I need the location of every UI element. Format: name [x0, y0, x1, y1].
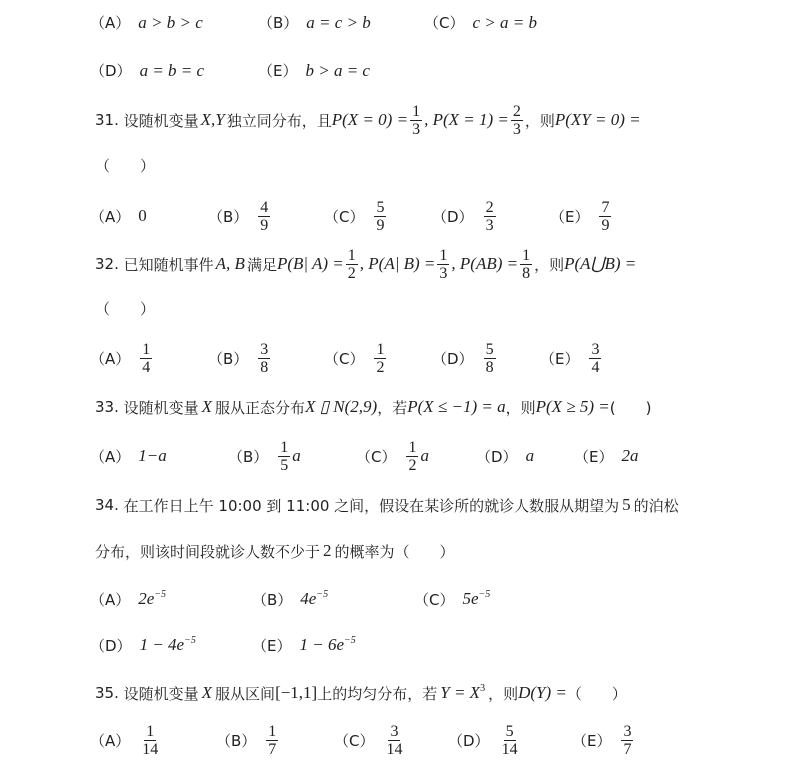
- fraction: $\frac{5}{14}$: [501, 722, 518, 758]
- option-math: 2a: [621, 446, 639, 465]
- option-label: （D）: [448, 731, 490, 750]
- q35-option-e: [572, 718, 635, 762]
- fraction: $\frac{3}{14}$: [386, 722, 403, 758]
- stem-math: $Y = X^3$: [440, 683, 486, 702]
- stem-math: P(XY = 0) =: [554, 110, 641, 129]
- stem-text: ，则: [505, 398, 536, 417]
- q33-option-c: [356, 436, 429, 476]
- option-label: （C）: [334, 731, 375, 750]
- q32-option-a: [90, 338, 154, 378]
- q34-option-c: [414, 584, 490, 614]
- option-label: （B）: [208, 207, 249, 226]
- q34-stem-line1: [95, 490, 679, 520]
- fraction: $\frac{1}{8}$: [522, 246, 531, 282]
- stem-text: ，则: [488, 684, 519, 703]
- q33-option-d: [476, 436, 534, 476]
- stem-math: 2: [323, 541, 332, 560]
- q33-stem: [95, 392, 652, 422]
- q32-option-c: [324, 338, 388, 378]
- stem-math: , P(X = 1) =: [424, 110, 509, 129]
- option-label: （D）: [90, 62, 132, 80]
- stem-math: X ▯ N(2,9): [305, 397, 378, 416]
- question-number: 35.: [95, 684, 119, 702]
- q30-option-b: [258, 12, 371, 33]
- stem-math: P(X ≤ −1) = a: [407, 397, 506, 416]
- stem-math: P(B| A) =: [276, 254, 344, 273]
- option-math: c > a = b: [472, 12, 537, 32]
- stem-text: 设随机变量: [123, 684, 199, 703]
- q35-option-b: [216, 718, 280, 762]
- q31-option-b: [208, 196, 272, 236]
- q32-option-d: [432, 338, 498, 378]
- option-math: $4e^{-5}$: [300, 589, 329, 608]
- fraction: $\frac{1}{7}$: [268, 722, 277, 758]
- stem-math: 5: [622, 495, 631, 514]
- option-label: （E）: [550, 207, 590, 226]
- option-label: （B）: [216, 731, 257, 750]
- option-math: $1 - 6e^{-5}$: [299, 635, 356, 654]
- q31-option-c: [324, 196, 388, 236]
- question-number: 31.: [95, 111, 119, 129]
- q34-option-e: [252, 630, 356, 660]
- option-label: （C）: [424, 14, 465, 32]
- option-label: （C）: [356, 447, 397, 466]
- stem-math: X,Y: [200, 110, 225, 129]
- option-label: （C）: [414, 590, 455, 609]
- q34-option-d: [90, 630, 196, 660]
- option-label: （B）: [228, 447, 269, 466]
- option-math: a: [525, 446, 535, 465]
- q35-option-c: [334, 718, 406, 762]
- fraction: $\frac{3}{7}$: [623, 722, 632, 758]
- option-label: （B）: [208, 349, 249, 368]
- fraction: $\frac{1}{5}$: [280, 438, 289, 474]
- answer-blank: （ ）: [95, 157, 156, 175]
- stem-math: P(X = 0) =: [331, 110, 409, 129]
- q31-stem: [95, 100, 641, 140]
- fraction: $\frac{1}{3}$: [439, 246, 448, 282]
- stem-math: [−1,1]: [275, 683, 318, 702]
- option-math: a = b = c: [139, 60, 205, 80]
- fraction: $\frac{5}{9}$: [376, 198, 385, 234]
- option-math: 1−a: [138, 446, 167, 465]
- q34-option-a: [90, 584, 166, 614]
- fraction: $\frac{1}{14}$: [142, 722, 159, 758]
- fraction: $\frac{7}{9}$: [601, 198, 610, 234]
- stem-text: 满足: [246, 255, 277, 274]
- option-math: 0: [138, 206, 147, 225]
- fraction: $\frac{3}{4}$: [591, 340, 600, 376]
- q30-option-a: [90, 12, 203, 33]
- question-number: 34.: [95, 496, 119, 514]
- q33-option-b: [228, 436, 301, 476]
- stem-text: ，则: [524, 111, 555, 130]
- option-math: a > b > c: [138, 12, 203, 32]
- question-number: 33.: [95, 398, 119, 416]
- q35-option-a: [90, 718, 162, 762]
- option-label: （A）: [90, 14, 131, 32]
- q31-option-e: [550, 196, 613, 236]
- option-label: （C）: [324, 207, 365, 226]
- stem-text: 已知随机事件: [123, 255, 214, 274]
- option-math: $2e^{-5}$: [138, 589, 167, 608]
- option-label: （A）: [90, 349, 131, 368]
- option-math: a: [420, 446, 429, 465]
- option-math: $1 - 4e^{-5}$: [139, 635, 196, 654]
- q35-option-d: [448, 718, 522, 762]
- q32-option-b: [208, 338, 272, 378]
- option-label: （A）: [90, 207, 131, 226]
- option-label: （D）: [432, 207, 474, 226]
- stem-math: A, B: [215, 254, 245, 273]
- stem-text: 独立同分布，且: [226, 111, 332, 130]
- q31-option-d: [432, 196, 498, 236]
- stem-math: X: [201, 397, 213, 416]
- option-label: （D）: [90, 636, 132, 655]
- q30-option-c: [424, 12, 537, 33]
- stem-text: 分布，则该时间段就诊人数不少于: [95, 542, 321, 561]
- option-label: （A）: [90, 731, 131, 750]
- q32-stem: [95, 244, 636, 284]
- q34-option-b: [252, 584, 328, 614]
- option-label: （B）: [252, 590, 293, 609]
- option-label: （E）: [258, 62, 298, 80]
- stem-text: 的泊松: [633, 496, 679, 515]
- stem-text: 的概率为（ ）: [334, 542, 455, 561]
- option-label: （E）: [540, 349, 580, 368]
- option-math: a: [292, 446, 301, 465]
- stem-math: , P(AB) =: [451, 254, 519, 273]
- stem-text: 服从区间: [215, 684, 276, 703]
- q35-stem: [95, 678, 627, 708]
- question-number: 32.: [95, 255, 119, 273]
- option-label: （C）: [324, 349, 365, 368]
- q31-option-a: [90, 196, 147, 236]
- fraction: $\frac{1}{2}$: [408, 438, 417, 474]
- stem-math: P(A⋃B) =: [564, 254, 637, 273]
- option-label: （D）: [432, 349, 474, 368]
- q30-option-d: [90, 60, 204, 81]
- stem-math: , P(A| B) =: [359, 254, 436, 273]
- stem-text: 设随机变量: [123, 398, 199, 417]
- fraction: $\frac{1}{4}$: [142, 340, 151, 376]
- option-label: （E）: [574, 447, 614, 466]
- stem-text: 服从正态分布: [215, 398, 306, 417]
- option-math: a = c > b: [306, 12, 371, 32]
- q33-option-e: [574, 436, 638, 476]
- option-label: （B）: [258, 14, 299, 32]
- q33-option-a: [90, 436, 167, 476]
- answer-blank: ( ): [609, 398, 652, 417]
- option-label: （A）: [90, 447, 131, 466]
- q30-option-e: [258, 60, 370, 81]
- fraction: $\frac{1}{2}$: [347, 246, 356, 282]
- stem-math: X: [201, 683, 213, 702]
- answer-blank: （ ）: [566, 684, 627, 703]
- stem-math: P(X ≥ 5) =: [535, 397, 610, 416]
- stem-text: 设随机变量: [123, 111, 199, 130]
- stem-text: ，若: [377, 398, 408, 417]
- stem-text: 在工作日上午 10:00 到 11:00 之间，假设在某诊所的就诊人数服从期望为: [123, 496, 620, 515]
- option-math: $5e^{-5}$: [462, 589, 491, 608]
- fraction: $\frac{2}{3}$: [512, 102, 521, 138]
- fraction: $\frac{2}{3}$: [485, 198, 494, 234]
- stem-text: 上的均匀分布，若: [317, 684, 438, 703]
- fraction: $\frac{5}{8}$: [485, 340, 494, 376]
- fraction: $\frac{1}{3}$: [412, 102, 421, 138]
- fraction: $\frac{3}{8}$: [260, 340, 269, 376]
- answer-blank: （ ）: [95, 300, 156, 318]
- stem-text: ，则: [534, 255, 565, 274]
- option-label: （A）: [90, 590, 131, 609]
- q32-option-e: [540, 338, 603, 378]
- option-math: b > a = c: [305, 60, 370, 80]
- stem-math: D(Y) =: [518, 683, 567, 702]
- fraction: $\frac{4}{9}$: [260, 198, 269, 234]
- q34-stem-line2: [95, 536, 455, 566]
- option-label: （E）: [572, 731, 612, 750]
- fraction: $\frac{1}{2}$: [376, 340, 385, 376]
- option-label: （E）: [252, 636, 292, 655]
- option-label: （D）: [476, 447, 518, 466]
